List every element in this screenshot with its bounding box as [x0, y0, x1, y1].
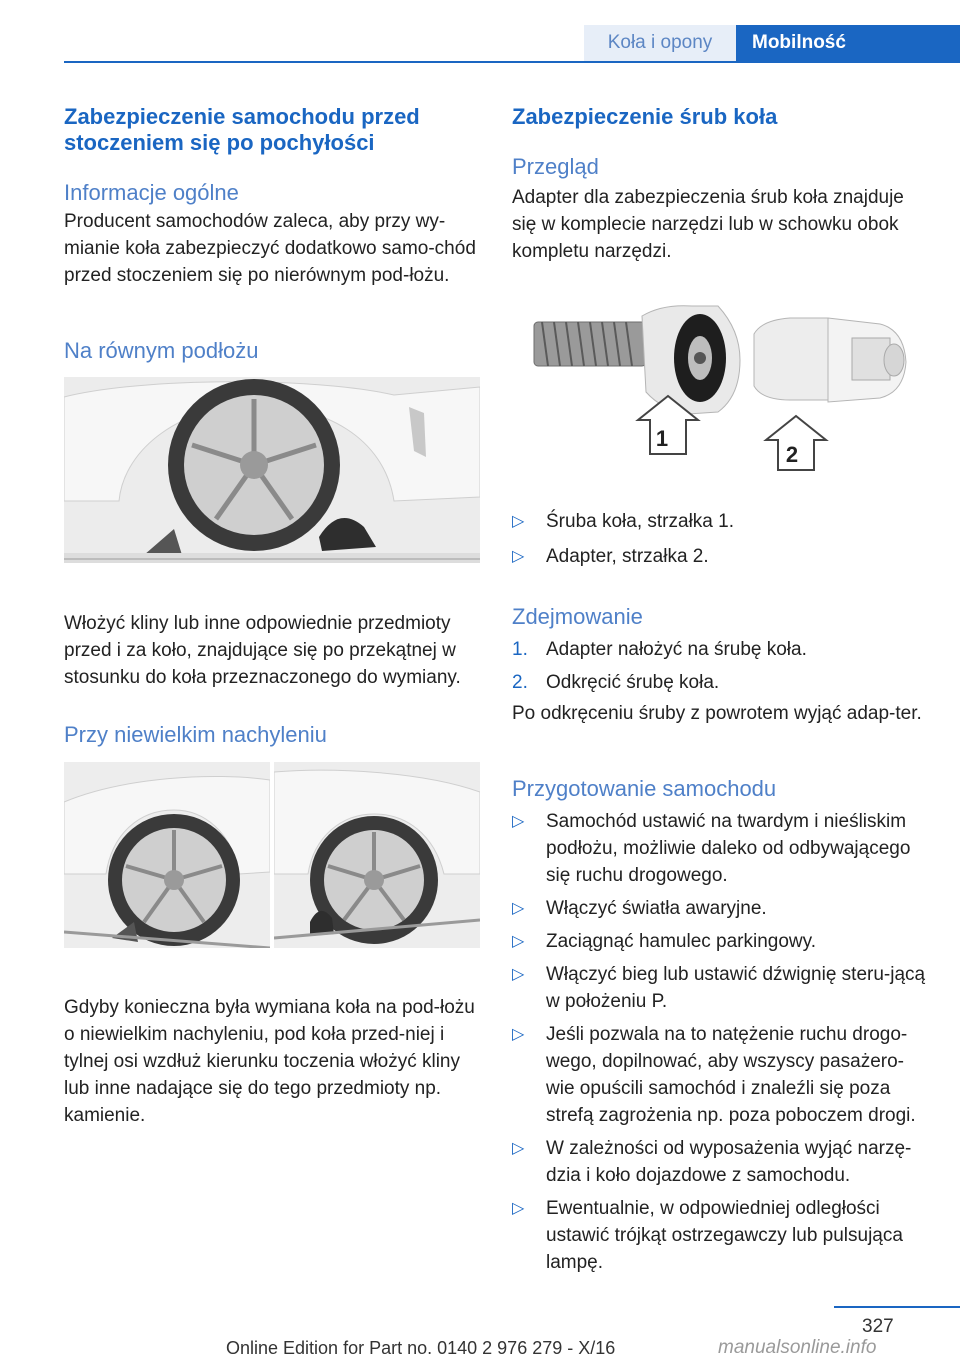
- list-item: ▷ Ewentualnie, w odpowiedniej odległości ustawić trójkąt ostrzegawczy lub pulsująca lampę.: [512, 1195, 932, 1276]
- flat-ground-wheel-figure: [64, 377, 480, 563]
- header-section-label: Koła i opony: [584, 25, 736, 61]
- online-edition-note: Online Edition for Part no. 0140 2 976 279 - X/16: [226, 1338, 616, 1358]
- triangle-bullet-icon: ▷: [512, 813, 525, 830]
- right-title: Zabezpieczenie śrub koła: [512, 104, 778, 129]
- header-rule: [64, 61, 960, 63]
- triangle-bullet-icon: ▷: [512, 513, 525, 530]
- page-number: 327: [862, 1316, 894, 1337]
- flat-text: Włożyć kliny lub inne odpowiednie przedmioty przed i za koło, znajdujące się po przekątnej w stosunku do koła przeznaczonego do wymiany.: [64, 613, 461, 688]
- triangle-bullet-icon: ▷: [512, 933, 525, 950]
- overview-text: Adapter dla zabezpieczenia śrub koła znajduje się w komplecie narzędzi lub w schowku obok kompletu narzędzi.: [512, 187, 904, 262]
- triangle-bullet-icon: ▷: [512, 1140, 525, 1157]
- removal-heading: Zdejmowanie: [512, 604, 643, 629]
- list-item: ▷ Adapter, strzałka 2.: [512, 543, 932, 570]
- prep-list: [512, 808, 932, 1276]
- list-item: ▷ Samochód ustawić na twardym i nieśliskim podłożu, możliwie daleko od odbywającego się ruchu drogowego.: [512, 808, 932, 889]
- overview-list: [512, 508, 932, 570]
- figure-label-1: 1: [655, 426, 669, 451]
- flat-heading: Na równym podłożu: [64, 338, 259, 363]
- general-text: Producent samochodów zaleca, aby przy wy-mianie koła zabezpieczyć dodatkowo samo-chód przed stoczeniem się po nierównym pod-łożu.: [64, 211, 476, 286]
- figure-label-2: 2: [785, 442, 799, 467]
- slope-heading: Przy niewielkim nachyleniu: [64, 722, 327, 747]
- triangle-bullet-icon: ▷: [512, 900, 525, 917]
- triangle-bullet-icon: ▷: [512, 966, 525, 983]
- list-item: ▷ Zaciągnąć hamulec parkingowy.: [512, 928, 932, 955]
- slope-front-wheel-figure: [64, 762, 270, 948]
- slope-text: Gdyby konieczna była wymiana koła na pod-łożu o niewielkim nachyleniu, pod koła przed-niej i tylnej osi wzdłuż kierunku toczenia włożyć kliny lub inne nadające się do tego przedmioty np. kamienie.: [64, 997, 475, 1126]
- removal-after-text: Po odkręceniu śruby z powrotem wyjąć adap-ter.: [512, 703, 922, 724]
- left-title: Zabezpieczenie samochodu przed stoczeniem się po pochyłości: [64, 104, 420, 155]
- removal-steps: [512, 636, 932, 696]
- slope-rear-wheel-figure: [274, 762, 480, 948]
- list-item: ▷ Jeśli pozwala na to natężenie ruchu drogo-wego, dopilnować, aby wszyscy pasażero-wie opuścili samochód i znaleźli się poza strefą zagrożenia np. poza poboczem drogi.: [512, 1021, 932, 1129]
- list-item: 1. Adapter nałożyć na śrubę koła.: [512, 639, 807, 660]
- list-item: 2. Odkręcić śrubę koła.: [512, 672, 720, 693]
- triangle-bullet-icon: ▷: [512, 1026, 525, 1043]
- general-heading: Informacje ogólne: [64, 180, 239, 205]
- triangle-bullet-icon: ▷: [512, 1200, 525, 1217]
- overview-heading: Przegląd: [512, 154, 599, 179]
- triangle-bullet-icon: ▷: [512, 548, 525, 565]
- list-item: ▷ W zależności od wyposażenia wyjąć narzę-dzia i koło dojazdowe z samochodu.: [512, 1135, 932, 1189]
- prep-heading: Przygotowanie samochodu: [512, 776, 777, 801]
- list-item: ▷ Śruba koła, strzałka 1.: [512, 508, 932, 535]
- list-item: ▷ Włączyć bieg lub ustawić dźwignię steru-jącą w położeniu P.: [512, 961, 932, 1015]
- footer-rule: [834, 1306, 960, 1308]
- list-item: ▷ Włączyć światła awaryjne.: [512, 895, 932, 922]
- header-chapter-tab: Mobilność: [736, 25, 960, 61]
- watermark: manualsonline.info: [718, 1337, 877, 1358]
- bolt-adapter-figure: [512, 290, 928, 476]
